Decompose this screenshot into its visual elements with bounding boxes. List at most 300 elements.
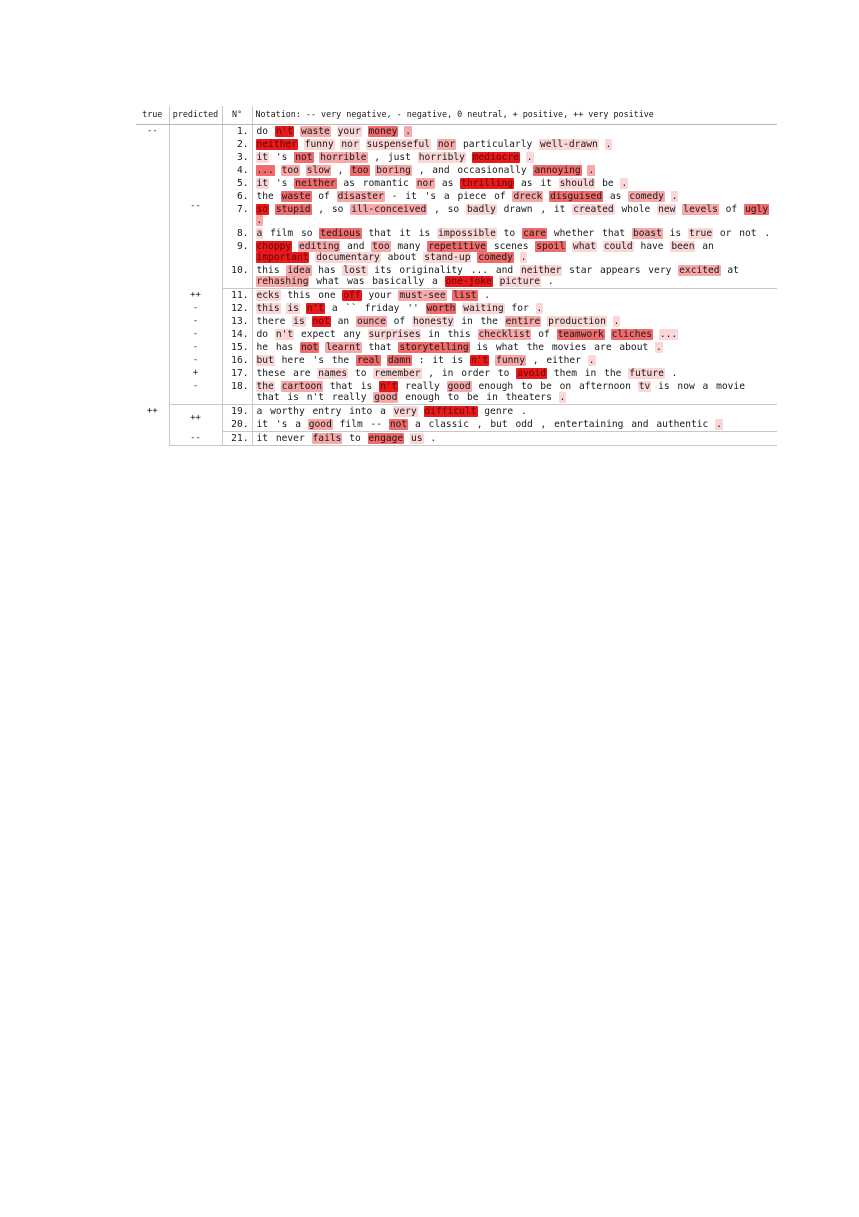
token: in <box>441 368 454 379</box>
token: drawn <box>503 204 533 215</box>
header-row <box>136 106 777 125</box>
token: on <box>559 381 572 392</box>
token: now <box>677 381 695 392</box>
token: could <box>603 241 633 252</box>
token: n't <box>275 329 294 340</box>
row-number: 5. <box>222 177 252 190</box>
token: friday <box>364 303 400 314</box>
token: idea <box>287 265 311 276</box>
table-row <box>136 164 777 177</box>
token: movie <box>716 381 745 392</box>
row-number: 10. <box>222 264 252 289</box>
token: about <box>619 342 649 353</box>
table-row <box>136 264 777 289</box>
token: suspenseful <box>366 139 431 150</box>
token: tv <box>638 381 651 392</box>
token: that <box>602 228 626 239</box>
token: . <box>526 152 533 163</box>
token: learnt <box>326 342 361 353</box>
token: originality <box>399 265 463 276</box>
table-row <box>136 418 777 432</box>
token: . <box>559 392 566 403</box>
sentence-cell <box>252 302 777 315</box>
sentence-cell <box>252 315 777 328</box>
token: too <box>281 165 299 176</box>
token: n't <box>306 303 325 314</box>
token: . <box>605 139 612 150</box>
token: whole <box>621 204 651 215</box>
predicted-label-cell: -- <box>169 125 222 289</box>
token: the <box>256 191 274 202</box>
row-number: 19. <box>222 405 252 419</box>
token: , <box>428 368 435 379</box>
table-row <box>136 190 777 203</box>
token: comedy <box>478 252 513 263</box>
token: . <box>547 276 554 287</box>
token: difficult <box>424 406 477 417</box>
token: theaters <box>505 392 552 403</box>
token: romantic <box>362 178 409 189</box>
sentence-cell <box>252 203 777 227</box>
token: to <box>503 228 516 239</box>
token: , <box>318 204 325 215</box>
row-number: 18. <box>222 380 252 405</box>
table-row <box>136 405 777 419</box>
token: piece <box>457 191 487 202</box>
token: tedious <box>320 228 361 239</box>
token: . <box>764 228 771 239</box>
token: genre <box>484 406 514 417</box>
sentence-cell <box>252 264 777 289</box>
token: . <box>430 433 437 444</box>
token: n't <box>275 126 294 137</box>
token: fails <box>312 433 342 444</box>
true-label-cell: -- <box>136 125 169 405</box>
token: been <box>671 241 695 252</box>
token: impossible <box>438 228 496 239</box>
token: is <box>669 228 682 239</box>
token: , <box>337 165 344 176</box>
predicted-label-cell: - <box>169 328 222 341</box>
true-label-cell: ++ <box>136 405 169 446</box>
token: horrible <box>320 152 367 163</box>
token: are <box>293 368 311 379</box>
token: levels <box>683 204 718 215</box>
token: checklist <box>478 329 531 340</box>
token: to <box>349 433 361 444</box>
token: , <box>540 204 547 215</box>
token: at <box>727 265 739 276</box>
token: -- <box>370 419 383 430</box>
sentence-cell <box>252 418 777 432</box>
token: created <box>573 204 614 215</box>
token: what <box>572 241 597 252</box>
token: to <box>497 368 510 379</box>
token: a <box>414 419 421 430</box>
token: a <box>380 406 386 417</box>
token: 's <box>424 191 437 202</box>
token: to <box>447 392 460 403</box>
token: rehashing <box>256 276 309 287</box>
token: odd <box>515 419 533 430</box>
token: movies <box>551 342 587 353</box>
token: film <box>339 419 363 430</box>
predicted-label-cell: -- <box>169 432 222 446</box>
token: avoid <box>517 368 547 379</box>
token: not <box>389 419 408 430</box>
token: the <box>604 368 622 379</box>
token: so <box>300 228 313 239</box>
token: a <box>432 276 438 287</box>
token: must-see <box>399 290 446 301</box>
token: are <box>594 342 612 353</box>
token: . <box>520 406 527 417</box>
token: your <box>368 290 392 301</box>
token: to <box>354 368 367 379</box>
token: waste <box>300 126 330 137</box>
token: horribly <box>418 152 465 163</box>
token: , <box>532 355 539 366</box>
table-row <box>136 151 777 164</box>
row-number: 8. <box>222 227 252 240</box>
token: dreck <box>513 191 543 202</box>
sentence-cell <box>252 367 777 380</box>
sentence-cell <box>252 380 777 405</box>
token: cliches <box>611 329 653 340</box>
token: new <box>658 204 676 215</box>
token: afternoon <box>578 381 631 392</box>
token: into <box>349 406 373 417</box>
token: neither <box>256 139 297 150</box>
token: authentic <box>656 419 709 430</box>
token: waiting <box>463 303 504 314</box>
token: remember <box>374 368 421 379</box>
token: neither <box>520 265 562 276</box>
sentence-cell <box>252 151 777 164</box>
token: the <box>480 316 498 327</box>
token: funny <box>496 355 525 366</box>
token: choppy <box>256 241 292 252</box>
token: either <box>546 355 581 366</box>
table-row <box>136 354 777 367</box>
table-row <box>136 289 777 303</box>
token: that <box>368 228 392 239</box>
token: it <box>405 191 417 202</box>
token: . <box>671 191 678 202</box>
token: any <box>343 329 361 340</box>
token: be <box>466 392 479 403</box>
token: . <box>613 316 620 327</box>
token: and <box>495 265 514 276</box>
row-number: 17. <box>222 367 252 380</box>
token: or <box>719 228 732 239</box>
token: entire <box>505 316 541 327</box>
token: it <box>256 433 269 444</box>
token: documentary <box>316 252 380 263</box>
token: the <box>526 342 545 353</box>
token: true <box>689 228 713 239</box>
token: , <box>418 165 425 176</box>
token: in <box>428 329 440 340</box>
token: a <box>443 191 450 202</box>
token: and <box>347 241 365 252</box>
token: storytelling <box>399 342 469 353</box>
token: very <box>393 406 417 417</box>
token: really <box>405 381 440 392</box>
table-row <box>136 302 777 315</box>
token: an <box>337 316 350 327</box>
sentence-cell <box>252 289 777 303</box>
row-number: 20. <box>222 418 252 432</box>
token: in <box>486 392 498 403</box>
token: cartoon <box>281 381 323 392</box>
table-row <box>136 341 777 354</box>
token: have <box>640 241 664 252</box>
token: of <box>538 329 550 340</box>
predicted-label-cell: ++ <box>169 405 222 432</box>
token: this <box>256 265 280 276</box>
token: ugly <box>745 204 769 215</box>
token: this <box>256 303 280 314</box>
token: honesty <box>412 316 454 327</box>
table-row <box>136 177 777 190</box>
predicted-label-cell: + <box>169 367 222 380</box>
token: basically <box>372 276 425 287</box>
table-row <box>136 125 777 139</box>
sentence-cell <box>252 190 777 203</box>
token: . <box>621 178 628 189</box>
row-number: 9. <box>222 240 252 264</box>
token: 's <box>312 355 325 366</box>
token: good <box>374 392 398 403</box>
token: one <box>318 290 336 301</box>
token: do <box>256 329 269 340</box>
token: good <box>308 419 332 430</box>
token: ... <box>256 165 274 176</box>
token: so <box>256 204 269 215</box>
token: a <box>256 406 263 417</box>
token: good <box>447 381 471 392</box>
token: n't <box>380 381 398 392</box>
token: occasionally <box>457 165 527 176</box>
token: what <box>316 276 340 287</box>
row-number: 14. <box>222 328 252 341</box>
sentence-cell <box>252 138 777 151</box>
token: `` <box>345 303 357 314</box>
token: film <box>270 228 294 239</box>
row-number: 11. <box>222 289 252 303</box>
token: ... <box>659 329 678 340</box>
table-row <box>136 203 777 227</box>
token: of <box>393 316 406 327</box>
token: lost <box>343 265 367 276</box>
token: has <box>275 342 294 353</box>
token: scenes <box>493 241 529 252</box>
token: - <box>391 191 398 202</box>
token: a <box>295 419 301 430</box>
token: not <box>739 228 757 239</box>
token: slow <box>306 165 330 176</box>
token: damn <box>387 355 411 366</box>
token: as <box>609 191 622 202</box>
token: enough <box>405 392 440 403</box>
token: is <box>476 342 489 353</box>
token: as <box>441 178 454 189</box>
token: . <box>256 215 263 226</box>
token: neither <box>295 178 336 189</box>
token: , <box>540 419 547 430</box>
token: , <box>476 419 483 430</box>
token: there <box>256 316 286 327</box>
token: here <box>281 355 305 366</box>
token: a <box>702 381 709 392</box>
token: never <box>275 433 305 444</box>
token: a <box>256 228 263 239</box>
predicted-label-cell: - <box>169 341 222 354</box>
token: be <box>540 381 552 392</box>
token: is <box>451 355 464 366</box>
table-row <box>136 315 777 328</box>
row-number: 16. <box>222 354 252 367</box>
token: of <box>494 191 506 202</box>
token: disguised <box>550 191 603 202</box>
token: has <box>318 265 336 276</box>
token: stand-up <box>424 252 471 263</box>
token: : <box>418 355 425 366</box>
sentence-cell <box>252 432 777 446</box>
token: your <box>337 126 361 137</box>
token: comedy <box>629 191 664 202</box>
token: stupid <box>275 204 311 215</box>
token: expect <box>300 329 336 340</box>
token: n't <box>470 355 489 366</box>
token: engage <box>368 433 404 444</box>
token: surprises <box>368 329 421 340</box>
token: boring <box>376 165 411 176</box>
table-row <box>136 328 777 341</box>
predicted-label-cell: - <box>169 315 222 328</box>
token: worthy <box>270 406 305 417</box>
token: as <box>520 178 533 189</box>
sentence-cell <box>252 227 777 240</box>
sentence-cell <box>252 405 777 419</box>
row-number: 7. <box>222 203 252 227</box>
token: 's <box>275 419 288 430</box>
token: too <box>351 165 369 176</box>
token: about <box>387 252 417 263</box>
token: ... <box>470 265 489 276</box>
table-row <box>136 227 777 240</box>
token: to <box>520 381 533 392</box>
row-number: 3. <box>222 151 252 164</box>
row-number: 12. <box>222 302 252 315</box>
token: is <box>360 381 373 392</box>
token: so <box>447 204 460 215</box>
token: an <box>702 241 714 252</box>
token: nor <box>416 178 435 189</box>
token: this <box>447 329 471 340</box>
token: should <box>559 178 595 189</box>
token: that <box>256 392 280 403</box>
token: is <box>418 228 431 239</box>
sentence-cell <box>252 328 777 341</box>
token: . <box>536 303 543 314</box>
token: a <box>331 303 338 314</box>
header-number: N° <box>222 106 252 125</box>
token: classic <box>428 419 469 430</box>
token: '' <box>407 303 419 314</box>
token: many <box>397 241 421 252</box>
header-true: true <box>136 106 169 125</box>
token: in <box>584 368 597 379</box>
sentence-cell <box>252 240 777 264</box>
token: n't <box>306 392 325 403</box>
token: nor <box>437 139 456 150</box>
token: excited <box>679 265 720 276</box>
row-number: 15. <box>222 341 252 354</box>
table-body <box>136 125 777 446</box>
token: nor <box>341 139 359 150</box>
row-number: 13. <box>222 315 252 328</box>
token: this <box>287 290 311 301</box>
token: not <box>300 342 319 353</box>
token: editing <box>298 241 340 252</box>
token: entry <box>312 406 342 417</box>
predicted-label-cell: ++ <box>169 289 222 303</box>
predicted-label-cell: - <box>169 354 222 367</box>
token: very <box>648 265 672 276</box>
token: 's <box>275 152 288 163</box>
token: but <box>256 355 274 366</box>
token: order <box>461 368 491 379</box>
token: care <box>522 228 547 239</box>
token: it <box>256 178 269 189</box>
sentence-cell <box>252 354 777 367</box>
token: as <box>343 178 355 189</box>
row-number: 21. <box>222 432 252 446</box>
token: annoying <box>534 165 581 176</box>
token: future <box>629 368 664 379</box>
token: is <box>658 381 670 392</box>
token: badly <box>466 204 496 215</box>
token: . <box>405 126 411 137</box>
token: and <box>631 419 649 430</box>
token: repetitive <box>428 241 487 252</box>
token: that <box>329 381 353 392</box>
predicted-label-cell: - <box>169 380 222 405</box>
token: was <box>347 276 365 287</box>
token: it <box>399 228 411 239</box>
token: . <box>520 252 527 263</box>
token: in <box>461 316 473 327</box>
token: enough <box>478 381 514 392</box>
token: disaster <box>337 191 384 202</box>
token: entertaining <box>554 419 624 430</box>
token: that <box>368 342 392 353</box>
sentence-cell <box>252 125 777 139</box>
token: important <box>256 252 309 263</box>
table-row <box>136 367 777 380</box>
token: do <box>256 126 269 137</box>
table-row <box>136 240 777 264</box>
row-number: 6. <box>222 190 252 203</box>
token: too <box>372 241 390 252</box>
token: it <box>540 178 552 189</box>
token: is <box>287 303 299 314</box>
token: 's <box>275 178 288 189</box>
token: of <box>725 204 738 215</box>
token: ounce <box>356 316 386 327</box>
